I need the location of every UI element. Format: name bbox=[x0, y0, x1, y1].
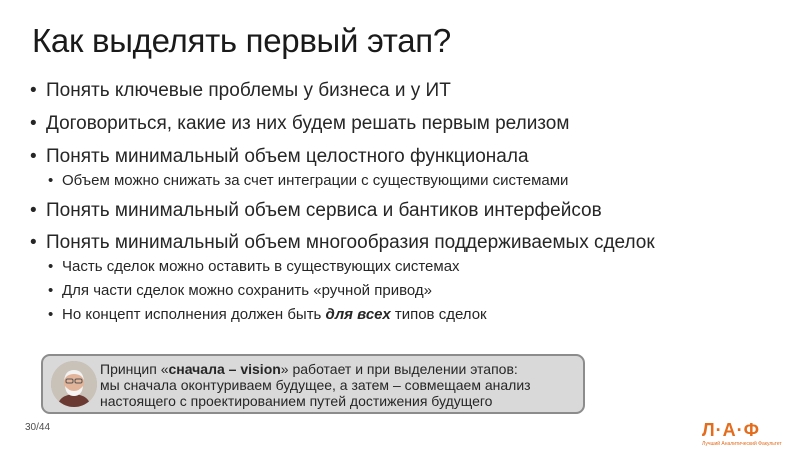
sub-bullet-text: Но концепт исполнения должен быть bbox=[62, 306, 326, 323]
sub-bullet-text: типов сделок bbox=[390, 306, 487, 323]
callout-line: мы сначала оконтуриваем будущее, а затем – совмещаем анализ bbox=[100, 377, 531, 393]
bullet-list bbox=[30, 80, 770, 324]
logo-mark: Л·А·Ф bbox=[702, 420, 760, 440]
page-number: 30/44 bbox=[25, 422, 51, 433]
sub-bullet-item: • Часть сделок можно оставить в существующих системах bbox=[30, 258, 770, 276]
callout-line bbox=[100, 361, 531, 377]
callout-text-part: Принцип « bbox=[100, 361, 169, 377]
slide-title: Как выделять первый этап? bbox=[32, 22, 451, 59]
bullet-item: • Понять минимальный объем многообразия поддерживаемых сделок bbox=[30, 232, 770, 254]
callout-bold-text: сначала – vision bbox=[168, 361, 281, 377]
bullet-item: • Понять минимальный объем целостного функционала bbox=[30, 146, 770, 168]
bullet-item: • Понять ключевые проблемы у бизнеса и у ИТ bbox=[30, 80, 770, 102]
principle-callout bbox=[41, 354, 585, 414]
callout-text-part: » работает и при выделении этапов: bbox=[280, 361, 518, 377]
sub-bullet-item bbox=[30, 306, 770, 324]
callout-text bbox=[100, 361, 531, 409]
avatar-portrait-icon bbox=[51, 361, 97, 407]
callout-line: настоящего с проектированием путей достижения будущего bbox=[100, 393, 493, 409]
sub-bullet-item: • Для части сделок можно сохранить «ручной привод» bbox=[30, 282, 770, 300]
bullet-item: • Понять минимальный объем сервиса и бантиков интерфейсов bbox=[30, 200, 770, 222]
emphasis-text: для всех bbox=[325, 306, 391, 323]
laf-logo bbox=[702, 420, 782, 447]
avatar bbox=[51, 361, 97, 407]
sub-bullet-item: • Объем можно снижать за счет интеграции с существующими системами bbox=[30, 172, 770, 190]
logo-subtitle: Лучший Аналитический Факультет bbox=[702, 441, 782, 447]
bullet-item: • Договориться, какие из них будем решать первым релизом bbox=[30, 113, 770, 135]
